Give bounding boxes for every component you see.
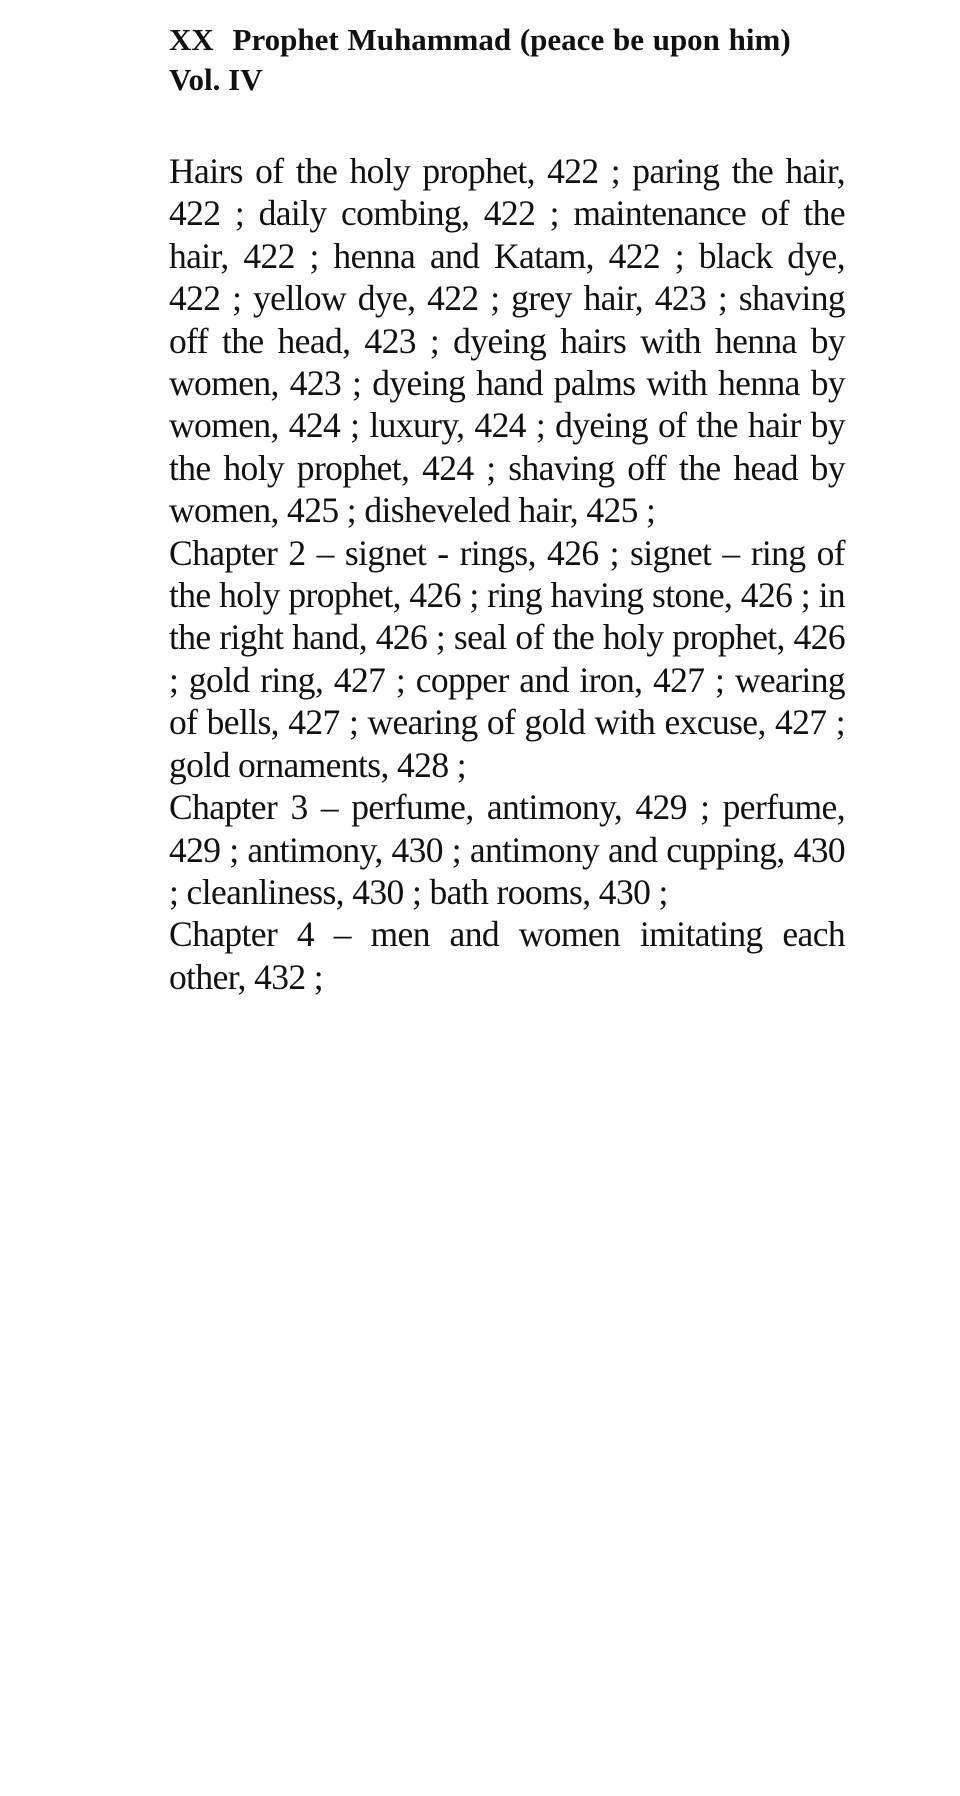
page-header <box>169 20 845 100</box>
book-title: Prophet Muhammad (peace be upon him) <box>232 22 791 57</box>
index-paragraph-hairs: Hairs of the holy prophet, 422 ; paring the hair, 422 ; daily combing, 422 ; maintenance of the hair, 422 ; henna and Katam, 422 ; black dye, 422 ; yellow dye, 422 ; grey hair, 423 ; shaving off the head, 423 ; dyeing hairs with henna by women, 423 ; dyeing hand palms with henna by women, 424 ; luxury, 424 ; dyeing of the hair by the holy prophet, 424 ; shaving off the head by women, 425 ; disheveled hair, 425 ; <box>169 151 845 531</box>
index-page <box>169 20 845 998</box>
index-paragraph-chapter-2: Chapter 2 – signet - rings, 426 ; signet – ring of the holy prophet, 426 ; ring having stone, 426 ; in the right hand, 426 ; seal of the holy prophet, 426 ; gold ring, 427 ; copper and iron, 427 ; wearing of bells, 427 ; wearing of gold with excuse, 427 ; gold ornaments, 428 ; <box>169 532 845 785</box>
header-title-line <box>169 20 845 60</box>
volume-label: Vol. IV <box>169 62 263 97</box>
section-number: XX <box>169 22 214 57</box>
index-paragraph-chapter-4: Chapter 4 – men and women imitating each other, 432 ; <box>169 914 845 997</box>
index-paragraph-chapter-3: Chapter 3 – perfume, antimony, 429 ; perfume, 429 ; antimony, 430 ; antimony and cupping, 430 ; cleanliness, 430 ; bath rooms, 430 ; <box>169 787 845 912</box>
index-entries <box>169 150 845 998</box>
